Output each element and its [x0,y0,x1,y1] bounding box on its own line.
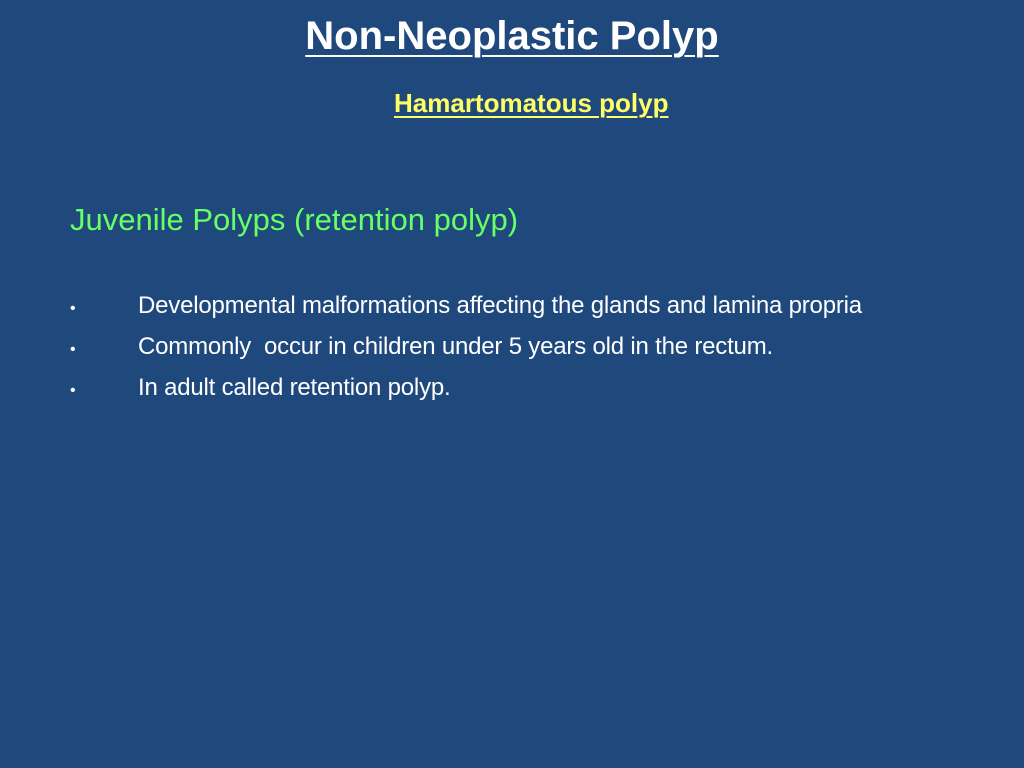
slide-title: Non-Neoplastic Polyp [305,14,719,58]
bullet-list [70,292,1020,415]
bullet-icon: • [70,382,76,399]
bullet-item [70,374,1020,415]
bullet-text: Commonly occur in children under 5 years old in the rectum. [138,333,773,360]
bullet-icon: • [70,300,76,317]
bullet-text: Developmental malformations affecting the glands and lamina propria [138,292,862,319]
bullet-text: In adult called retention polyp. [138,374,451,401]
bullet-icon: • [70,341,76,358]
slide-subtitle: Hamartomatous polyp [394,88,669,118]
bullet-item [70,333,1020,374]
bullet-item [70,292,1020,333]
section-heading: Juvenile Polyps (retention polyp) [70,202,519,237]
